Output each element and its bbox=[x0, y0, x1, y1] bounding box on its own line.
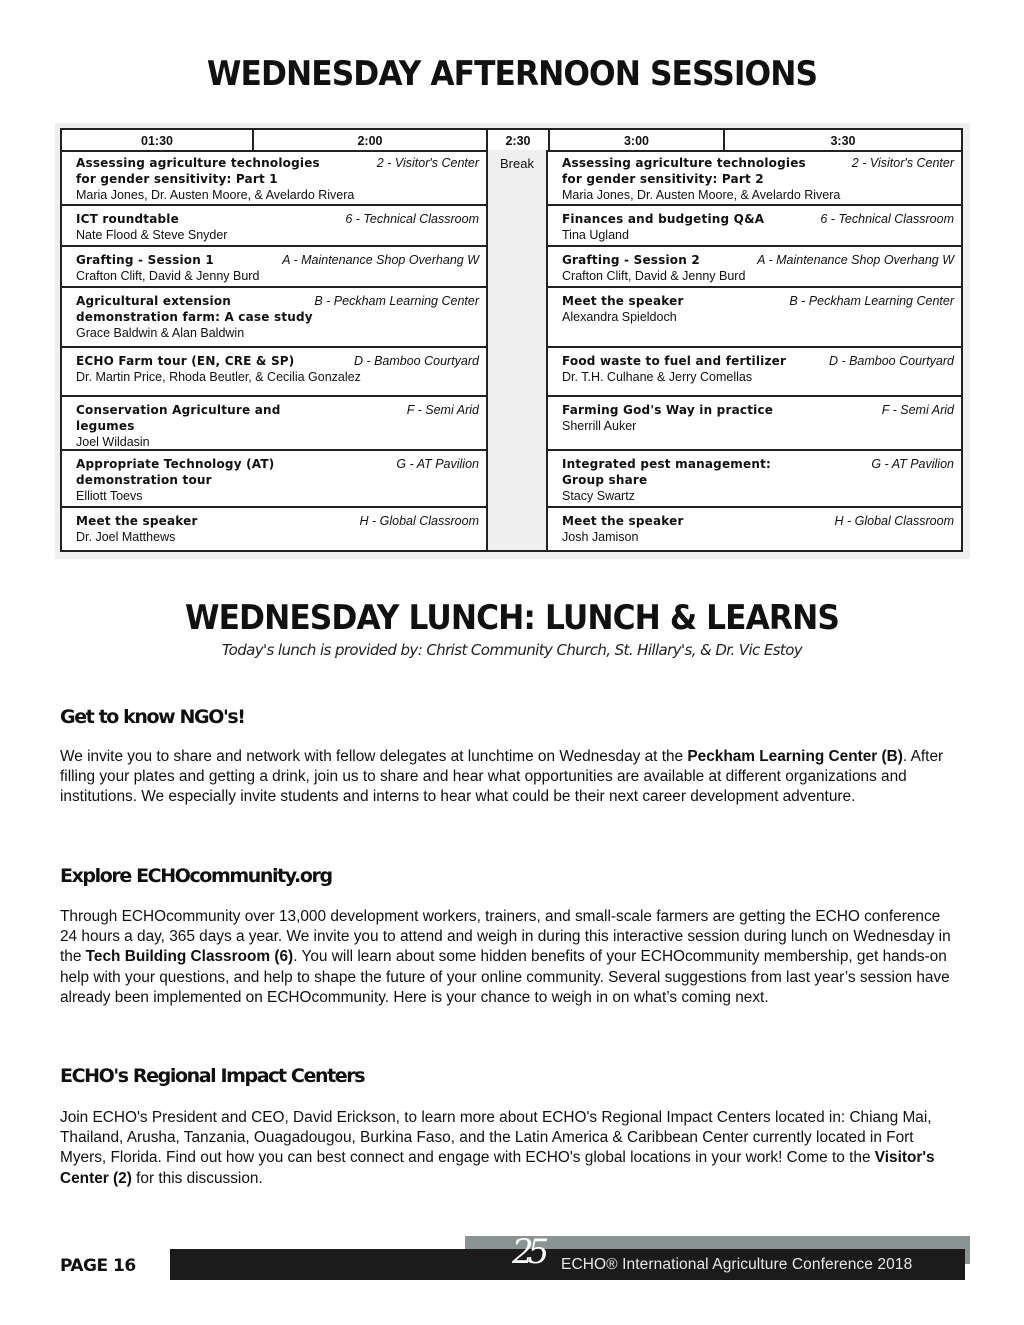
session-row bbox=[62, 348, 486, 397]
session-room: A - Maintenance Shop Overhang W bbox=[282, 253, 479, 267]
session-title: Food waste to fuel and fertilizer bbox=[562, 354, 787, 368]
time-header: 3:30 bbox=[725, 130, 961, 152]
anniversary-logo-icon: 25 bbox=[512, 1232, 544, 1272]
session-row bbox=[548, 288, 961, 348]
session-row bbox=[548, 206, 961, 247]
session-room: D - Bamboo Courtyard bbox=[353, 354, 479, 368]
session-row bbox=[62, 508, 486, 552]
time-header: 3:00 bbox=[548, 130, 725, 152]
session-speakers: Maria Jones, Dr. Austen Moore, & Avelardo Rivera bbox=[76, 188, 355, 202]
afternoon-sessions-title: WEDNESDAY AFTERNOON SESSIONS bbox=[206, 54, 818, 94]
session-room: 2 - Visitor's Center bbox=[376, 156, 479, 170]
section-heading: Explore ECHOcommunity.org bbox=[60, 865, 332, 887]
session-speakers: Stacy Swartz bbox=[562, 489, 635, 503]
session-title: Finances and budgeting Q&A bbox=[562, 212, 765, 226]
text: Join ECHO's President and CEO, David Erickson, to learn more about ECHO's Regional Impact Centers located in: Chiang Mai, Thailand, Arusha, Tanzania, Ouagadougou, Burkina Faso, and the Latin America & Caribbean Center currently located in Fort Myers, Florida. Find out how you can best connect and engage with ECHO's global locations in your work! Come to the bbox=[60, 1109, 932, 1167]
session-speakers: Maria Jones, Dr. Austen Moore, & Avelardo Rivera bbox=[562, 188, 841, 202]
session-room: G - AT Pavilion bbox=[396, 457, 479, 471]
session-title: Farming God's Way in practice bbox=[562, 403, 774, 417]
session-room: A - Maintenance Shop Overhang W bbox=[757, 253, 954, 267]
session-row bbox=[62, 397, 486, 451]
section-text bbox=[60, 1108, 960, 1189]
session-room: H - Global Classroom bbox=[834, 514, 954, 528]
session-room: 2 - Visitor's Center bbox=[851, 156, 954, 170]
text: . After filling your plates and getting a drink, join us to share and hear what opportunities are available at different organizations and institutions. We especially invite students and interns to hear what could be their next career development adventure. bbox=[60, 748, 944, 806]
section-heading: ECHO's Regional Impact Centers bbox=[60, 1065, 365, 1087]
section-text bbox=[60, 747, 960, 808]
session-speakers: Dr. Joel Matthews bbox=[76, 530, 176, 544]
session-title: Grafting - Session 1 bbox=[76, 253, 214, 267]
break-column bbox=[486, 150, 548, 550]
session-room: F - Semi Arid bbox=[406, 403, 479, 417]
session-title: ECHO Farm tour (EN, CRE & SP) bbox=[76, 354, 295, 368]
session-row bbox=[62, 451, 486, 508]
text: for this discussion. bbox=[131, 1169, 263, 1187]
section-text bbox=[60, 907, 960, 1008]
section-heading: Get to know NGO's! bbox=[60, 706, 245, 728]
session-title: Conservation Agriculture and legumes bbox=[76, 403, 281, 433]
session-speakers: Crafton Clift, David & Jenny Burd bbox=[76, 269, 260, 283]
location-bold: Peckham Learning Center (B) bbox=[687, 748, 903, 765]
session-title: Meet the speaker bbox=[76, 514, 198, 528]
session-row bbox=[62, 150, 486, 206]
session-title: Assessing agriculture technologies for gender sensitivity: Part 1 bbox=[76, 156, 320, 186]
session-room: 6 - Technical Classroom bbox=[820, 212, 954, 226]
session-room: H - Global Classroom bbox=[359, 514, 479, 528]
session-room: G - AT Pavilion bbox=[871, 457, 954, 471]
session-title: Assessing agriculture technologies for gender sensitivity: Part 2 bbox=[562, 156, 806, 186]
session-title: ICT roundtable bbox=[76, 212, 179, 226]
session-row bbox=[548, 150, 961, 206]
time-header: 2:00 bbox=[254, 130, 488, 152]
schedule-table bbox=[60, 128, 963, 552]
session-speakers: Crafton Clift, David & Jenny Burd bbox=[562, 269, 746, 283]
session-speakers: Alexandra Spieldoch bbox=[562, 310, 677, 324]
session-speakers: Dr. T.H. Culhane & Jerry Comellas bbox=[562, 370, 753, 384]
session-title: Integrated pest management: Group share bbox=[562, 457, 772, 487]
text: Through ECHOcommunity over 13,000 development workers, trainers, and small-scale farmers are getting the ECHO conference 24 hours a day, 365 days a year. We invite you to attend and weigh in during this interactive session during lunch on Wednesday in the bbox=[60, 908, 951, 966]
break-label: Break bbox=[500, 156, 534, 171]
session-row bbox=[548, 508, 961, 552]
location-bold: Tech Building Classroom (6) bbox=[85, 948, 294, 966]
session-row bbox=[62, 247, 486, 288]
left-sessions bbox=[62, 150, 486, 552]
session-speakers: Tina Ugland bbox=[562, 228, 629, 242]
session-title: Meet the speaker bbox=[562, 514, 684, 528]
right-sessions bbox=[548, 150, 961, 552]
session-speakers: Dr. Martin Price, Rhoda Beutler, & Cecilia Gonzalez bbox=[76, 370, 361, 384]
session-room: D - Bamboo Courtyard bbox=[828, 354, 954, 368]
time-header: 2:30 bbox=[488, 130, 550, 152]
text: . You will learn about some hidden benefits of your ECHOcommunity membership, get hands-on help with your questions, and help to shape the future of your online community. Several suggestions from last year’s session have already been implemented on ECHOcommunity. Here is your chance to weigh in on what’s coming next. bbox=[60, 948, 950, 1006]
text: We invite you to share and network with fellow delegates at lunchtime on Wednesday at the bbox=[60, 748, 688, 765]
session-row bbox=[548, 247, 961, 288]
session-room: B - Peckham Learning Center bbox=[314, 294, 479, 308]
session-row bbox=[62, 288, 486, 348]
session-speakers: Josh Jamison bbox=[562, 530, 639, 544]
session-title: Grafting - Session 2 bbox=[562, 253, 700, 267]
conference-name: ECHO® International Agriculture Conference 2018 bbox=[561, 1256, 913, 1273]
lunch-title: WEDNESDAY LUNCH: LUNCH & LEARNS bbox=[185, 598, 839, 638]
session-row bbox=[62, 206, 486, 247]
session-room: B - Peckham Learning Center bbox=[789, 294, 954, 308]
session-speakers: Elliott Toevs bbox=[76, 489, 143, 503]
location-bold: Visitor's Center (2) bbox=[60, 1149, 935, 1187]
session-speakers: Sherrill Auker bbox=[562, 419, 637, 433]
session-speakers: Joel Wildasin bbox=[76, 435, 150, 449]
session-room: 6 - Technical Classroom bbox=[345, 212, 479, 226]
session-row bbox=[548, 451, 961, 508]
session-title: Appropriate Technology (AT) demonstration tour bbox=[76, 457, 275, 487]
page-number: PAGE 16 bbox=[60, 1256, 136, 1276]
session-speakers: Grace Baldwin & Alan Baldwin bbox=[76, 326, 245, 340]
lunch-subtitle: Today's lunch is provided by: Christ Community Church, St. Hillary's, & Dr. Vic Estoy bbox=[221, 641, 803, 659]
session-row bbox=[548, 397, 961, 451]
session-row bbox=[548, 348, 961, 397]
session-speakers: Nate Flood & Steve Snyder bbox=[76, 228, 228, 242]
time-header: 01:30 bbox=[62, 130, 254, 152]
session-room: F - Semi Arid bbox=[881, 403, 954, 417]
session-title: Agricultural extension demonstration farm: A case study bbox=[76, 294, 313, 324]
session-title: Meet the speaker bbox=[562, 294, 684, 308]
